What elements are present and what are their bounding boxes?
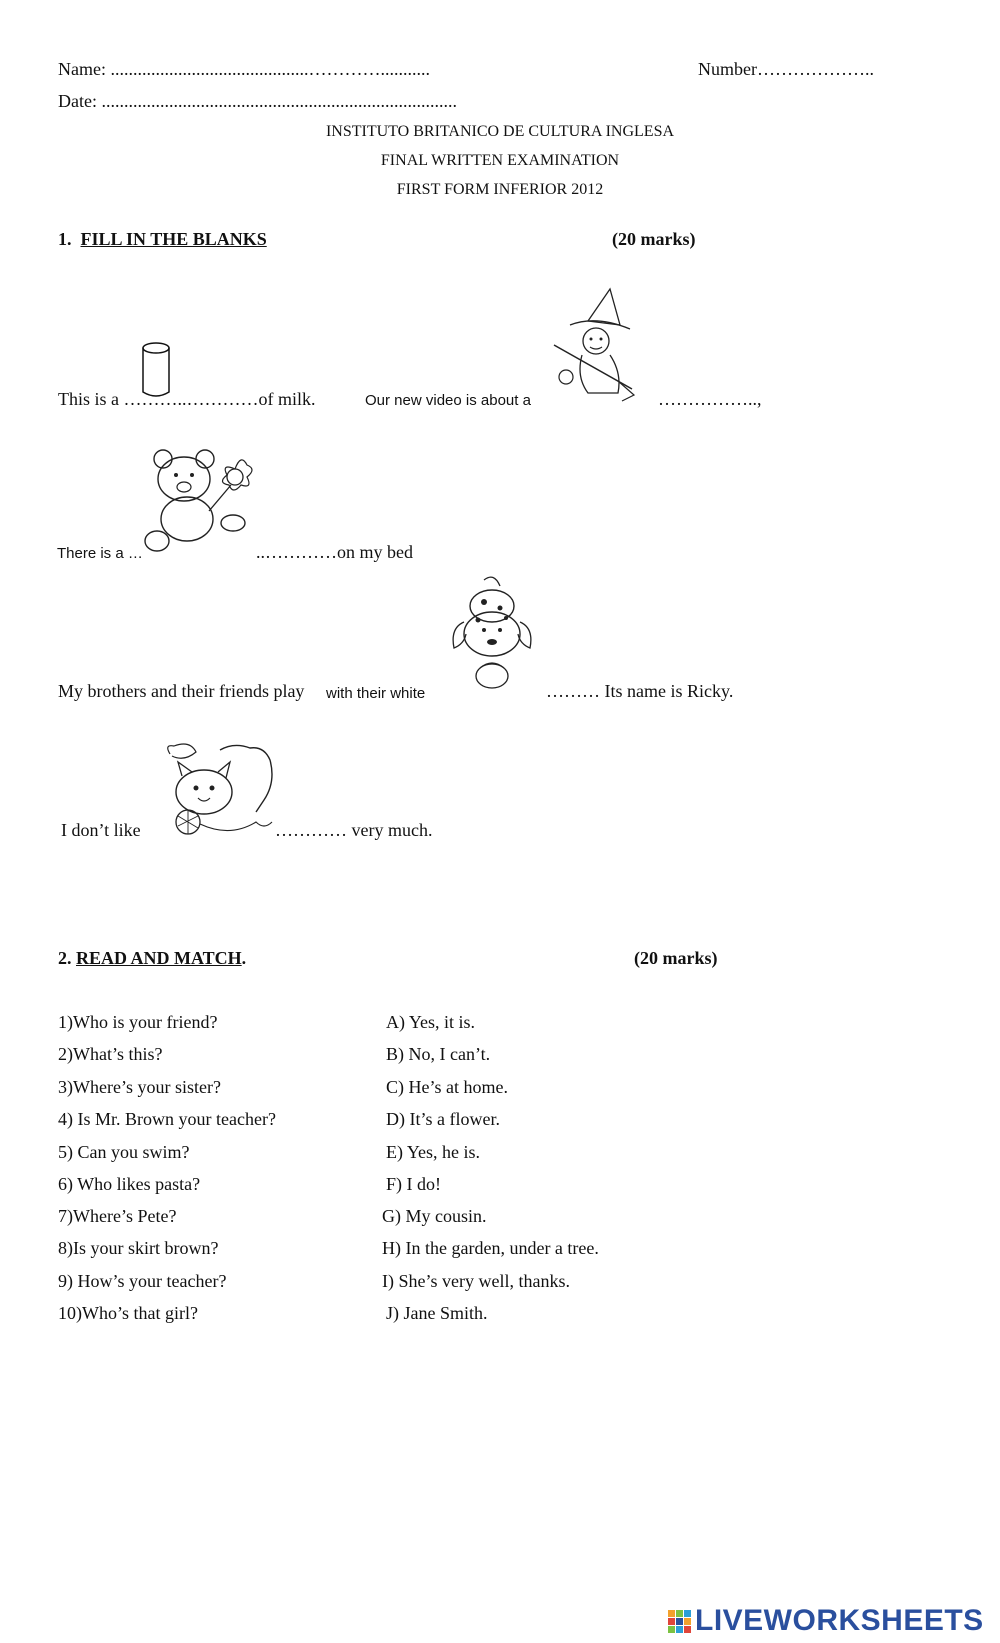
match-row <box>58 1042 758 1066</box>
match-question: 10)Who’s that girl? <box>58 1303 198 1323</box>
match-row <box>58 1172 758 1196</box>
section2-heading <box>58 947 246 969</box>
match-question: 3)Where’s your sister? <box>58 1077 221 1097</box>
blank-item-dog-middle: with their white <box>326 685 426 702</box>
match-question: 9) How’s your teacher? <box>58 1271 227 1291</box>
blank-item-witch: Our new video is about a <box>365 392 531 409</box>
blank-item-text: of milk. <box>258 389 316 409</box>
match-answer: I) She’s very well, thanks. <box>382 1271 570 1291</box>
section2-marks: (20 marks) <box>634 948 718 968</box>
section1-heading <box>58 228 267 250</box>
match-answer: G) My cousin. <box>382 1206 487 1226</box>
section2-period: . <box>241 948 247 968</box>
blank-item-teddy-answer: ..…………on my bed <box>256 542 413 562</box>
section1-title: FILL IN THE BLANKS <box>80 229 267 249</box>
section1-marks: (20 marks) <box>612 229 696 249</box>
section1-number: 1. <box>58 229 72 249</box>
section2-title: READ AND MATCH <box>76 948 242 968</box>
logo-grid-icon <box>668 1610 691 1633</box>
match-answer: J) Jane Smith. <box>386 1303 488 1323</box>
match-answer: B) No, I can’t. <box>386 1044 491 1064</box>
blank-item-dog <box>58 680 304 702</box>
blank-item-text: My brothers and their friends play <box>58 681 305 701</box>
match-answer: F) I do! <box>386 1174 441 1194</box>
match-answer: A) Yes, it is. <box>386 1012 476 1032</box>
number-field: Number……………….. <box>698 59 874 79</box>
match-row <box>58 1301 758 1325</box>
blank-item-milk <box>58 388 316 410</box>
match-question: 4) Is Mr. Brown your teacher? <box>58 1109 276 1129</box>
form-title: FIRST FORM INFERIOR 2012 <box>396 181 604 198</box>
cat-with-yarn-icon <box>160 742 274 838</box>
match-row <box>58 1269 758 1293</box>
witch-icon <box>548 285 636 405</box>
match-answer: D) It’s a flower. <box>386 1109 500 1129</box>
glass-icon <box>138 340 174 402</box>
blank-item-text: This is a ………..………… <box>58 389 259 409</box>
exam-title: FINAL WRITTEN EXAMINATION <box>380 152 620 169</box>
match-question: 5) Can you swim? <box>58 1142 190 1162</box>
match-row <box>58 1010 758 1034</box>
section2-number: 2. <box>58 948 72 968</box>
match-row <box>58 1140 758 1164</box>
match-question: 8)Is your skirt brown? <box>58 1238 219 1258</box>
name-field: Name: ............................................…………........... <box>58 59 430 79</box>
match-answer: H) In the garden, under a tree. <box>382 1238 599 1258</box>
match-question: 1)Who is your friend? <box>58 1012 218 1032</box>
match-question: 6) Who likes pasta? <box>58 1174 201 1194</box>
match-question: 7)Where’s Pete? <box>58 1206 177 1226</box>
school-name: INSTITUTO BRITANICO DE CULTURA INGLESA <box>325 123 675 140</box>
match-row <box>58 1107 758 1131</box>
logo-text: LIVEWORKSHEETS <box>695 1604 984 1637</box>
match-row <box>58 1075 758 1099</box>
blank-item-cat-answer: ………… very much. <box>275 820 433 840</box>
match-row <box>58 1236 758 1260</box>
match-answer: C) He’s at home. <box>386 1077 508 1097</box>
blank-item-teddy: There is a … <box>57 545 143 562</box>
blank-item-cat: I don’t like <box>61 820 141 840</box>
dalmatian-dog-icon <box>444 572 540 698</box>
blank-item-dog-answer: ……… Its name is Ricky. <box>546 681 734 701</box>
date-field: Date: ............................................................................... <box>58 91 457 111</box>
blank-item-witch-answer: …………….., <box>658 389 762 409</box>
match-answer: E) Yes, he is. <box>386 1142 481 1162</box>
match-question: 2)What’s this? <box>58 1044 163 1064</box>
match-row <box>58 1204 758 1228</box>
liveworksheets-logo[interactable] <box>668 1604 984 1638</box>
teddy-bear-icon <box>143 445 259 557</box>
